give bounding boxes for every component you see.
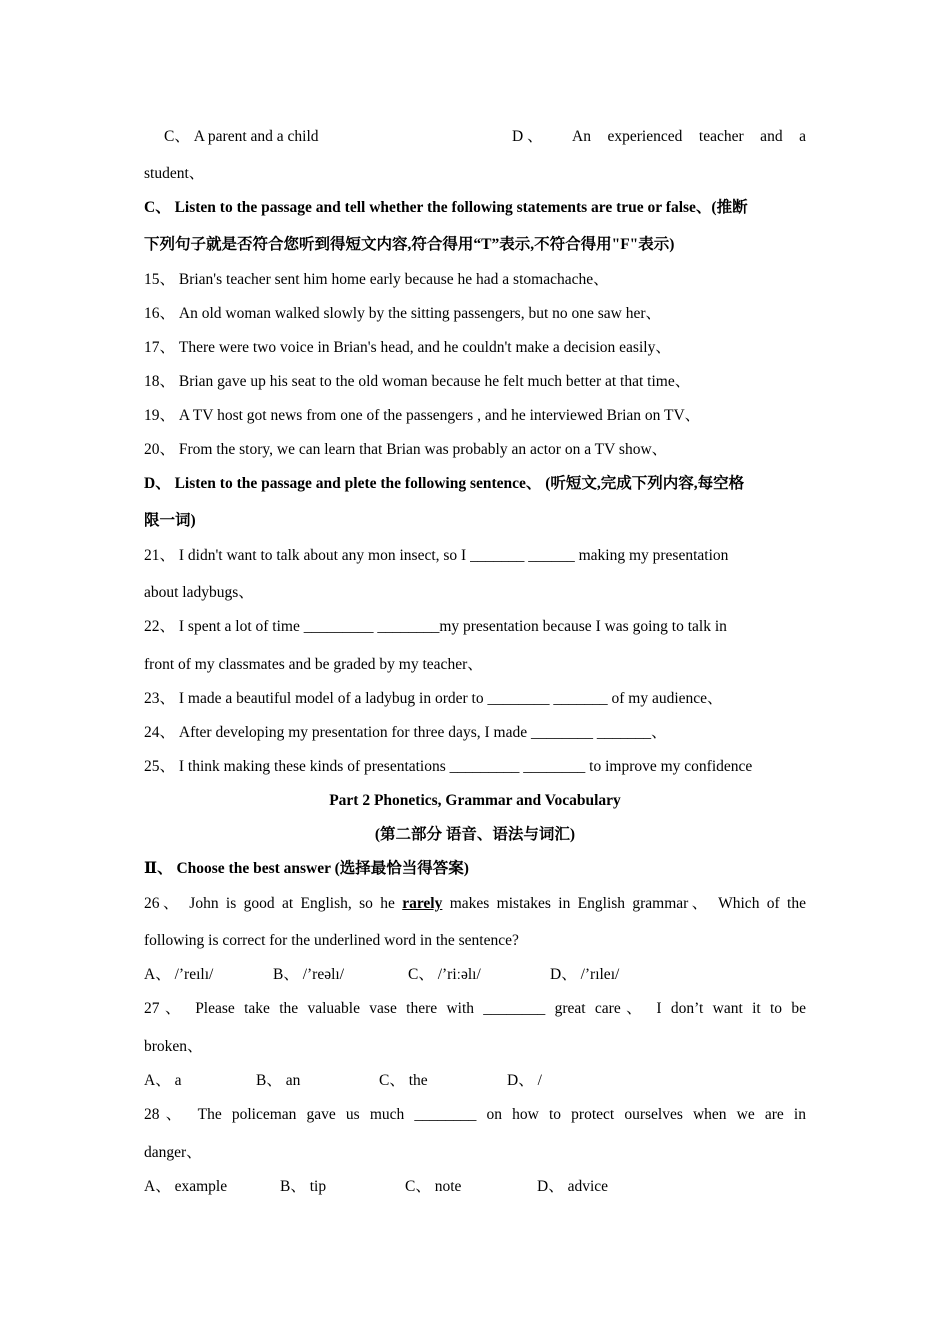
q26-option-c: C、 /’riːəlı/ [408, 966, 481, 983]
question-27: 27、 Please take the valuable vase there with ________ great care、 I don’t want it to be [144, 1000, 806, 1017]
question-26-pre: 26、 John is good at English, so he [144, 895, 403, 912]
question-19: 19、 A TV host got news from one of the passengers , and he interviewed Brian on TV、 [144, 407, 701, 424]
question-26 [144, 894, 806, 914]
q26-option-d: D、 /’rıleı/ [550, 966, 620, 983]
section-c-heading: C、 Listen to the passage and tell whether the following statements are true or false、(推断 [144, 199, 748, 216]
question-25: 25、 I think making these kinds of presentations _________ ________ to improve my confidence [144, 758, 753, 775]
question-27-cont: broken、 [144, 1038, 203, 1055]
section-ii-heading: Ⅱ、 Choose the best answer (选择最恰当得答案) [144, 860, 469, 877]
q27-option-c: C、 the [379, 1072, 428, 1089]
question-17: 17、 There were two voice in Brian's head, and he couldn't make a decision easily、 [144, 339, 671, 356]
q27-option-d: D、 / [507, 1072, 542, 1089]
option-d-text: An experienced teacher and a [572, 128, 806, 145]
question-20: 20、 From the story, we can learn that Brian was probably an actor on a TV show、 [144, 441, 668, 458]
question-26-underlined-word: rarely [402, 895, 443, 912]
question-23: 23、 I made a beautiful model of a ladybug in order to ________ _______ of my audience、 [144, 690, 723, 707]
option-d-continuation: student、 [144, 165, 205, 182]
question-16: 16、 An old woman walked slowly by the sitting passengers, but no one saw her、 [144, 305, 662, 322]
question-24: 24、 After developing my presentation for three days, I made ________ _______、 [144, 724, 667, 741]
question-22: 22、 I spent a lot of time _________ ________my presentation because I was going to talk in [144, 618, 727, 635]
question-21-cont: about ladybugs、 [144, 584, 254, 601]
q27-option-b: B、 an [256, 1072, 301, 1089]
part2-title: Part 2 Phonetics, Grammar and Vocabulary [329, 792, 621, 809]
option-d-prefix: D 、 [512, 128, 543, 145]
q26-option-a: A、 /’reılı/ [144, 966, 214, 983]
q28-option-c: C、 note [405, 1178, 462, 1195]
q26-option-b: B、 /’reəlı/ [273, 966, 345, 983]
question-28: 28、 The policeman gave us much ________ on how to protect ourselves when we are in [144, 1106, 806, 1123]
question-28-cont: danger、 [144, 1144, 202, 1161]
section-d-heading: D、 Listen to the passage and plete the following sentence、 (听短文,完成下列内容,每空格 [144, 475, 745, 492]
q28-option-d: D、 advice [537, 1178, 609, 1195]
question-21: 21、 I didn't want to talk about any mon insect, so I _______ ______ making my presentation [144, 547, 729, 564]
question-15: 15、 Brian's teacher sent him home early because he had a stomachache、 [144, 271, 609, 288]
q28-option-a: A、 example [144, 1178, 228, 1195]
question-22-cont: front of my classmates and be graded by my teacher、 [144, 656, 483, 673]
part2-subtitle: (第二部分 语音、语法与词汇) [374, 826, 576, 843]
q28-option-b: B、 tip [280, 1178, 327, 1195]
option-c: C、 A parent and a child [164, 128, 319, 145]
section-d-heading-cont: 限一词) [144, 512, 196, 529]
question-18: 18、 Brian gave up his seat to the old woman because he felt much better at that time、 [144, 373, 691, 390]
question-26-post: makes mistakes in English grammar、 Which of the [442, 895, 806, 912]
question-26-cont: following is correct for the underlined word in the sentence? [144, 932, 519, 949]
q27-option-a: A、 a [144, 1072, 182, 1089]
section-c-heading-cont: 下列句子就是否符合您听到得短文内容,符合得用“T”表示,不符合得用"F"表示) [144, 236, 675, 253]
